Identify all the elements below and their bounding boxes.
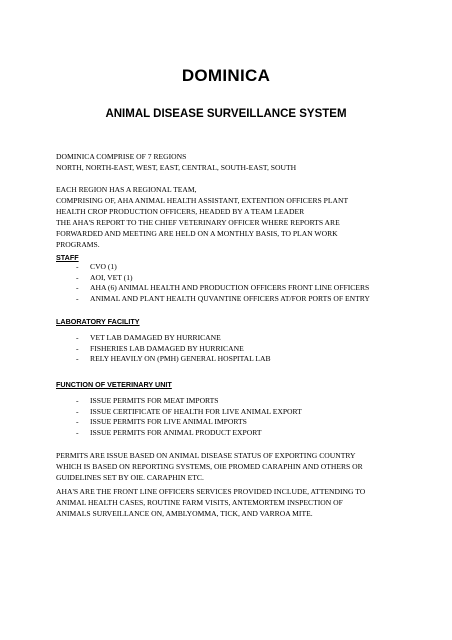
regional-team-paragraph <box>56 184 400 217</box>
staff-heading: STAFF <box>56 253 79 262</box>
intro-paragraph <box>56 151 400 173</box>
permits-line: GUIDELINES SET BY OIE. CARAPHIN ETC. <box>56 473 204 482</box>
list-item-text: AOI, VET (1) <box>90 272 133 282</box>
list-item <box>76 428 302 439</box>
regional-team-line: HEALTH CROP PRODUCTION OFFICERS, HEADED BY A TEAM LEADER <box>56 207 305 216</box>
regional-team-line: EACH REGION HAS A REGIONAL TEAM, <box>56 185 197 194</box>
list-item <box>76 262 370 273</box>
laboratory-heading: LABORATORY FACILITY <box>56 317 140 326</box>
reports-line: FORWARDED AND MEETING ARE HELD ON A MONTHLY BASIS, TO PLAN WORK <box>56 229 338 238</box>
list-dash: - <box>76 293 79 303</box>
list-dash: - <box>76 354 79 364</box>
list-dash: - <box>76 333 79 342</box>
list-item-text: CVO (1) <box>90 262 117 271</box>
list-item <box>76 283 370 294</box>
front-line-line: AHA'S ARE THE FRONT LINE OFFICERS SERVICES PROVIDED INCLUDE, ATTENDING TO <box>56 487 366 496</box>
permits-line: WHICH IS BASED ON REPORTING SYSTEMS, OIE PROMED CARAPHIN AND OTHERS OR <box>56 462 363 471</box>
list-dash: - <box>76 427 79 437</box>
list-dash: - <box>76 406 79 416</box>
reports-line: THE AHA'S REPORT TO THE CHIEF VETERINARY OFFICER WHERE REPORTS ARE <box>56 218 340 227</box>
list-item-text: ISSUE CERTIFICATE OF HEALTH FOR LIVE ANIMAL EXPORT <box>90 406 302 416</box>
list-item <box>76 344 271 355</box>
list-item <box>76 396 302 407</box>
intro-line: DOMINICA COMPRISE OF 7 REGIONS <box>56 152 187 161</box>
laboratory-list <box>76 333 271 365</box>
list-item-text: ISSUE PERMITS FOR MEAT IMPORTS <box>90 396 219 405</box>
list-dash: - <box>76 417 79 427</box>
list-item-text: ANIMAL AND PLANT HEALTH QUVANTINE OFFICERS AT/FOR PORTS OF ENTRY <box>90 293 370 303</box>
permits-paragraph <box>56 450 400 483</box>
list-item <box>76 273 370 284</box>
page-subtitle: ANIMAL DISEASE SURVEILLANCE SYSTEM <box>105 108 347 120</box>
front-line-paragraph <box>56 486 400 519</box>
list-item <box>76 417 302 428</box>
intro-line: NORTH, NORTH-EAST, WEST, EAST, CENTRAL, SOUTH-EAST, SOUTH <box>56 163 297 172</box>
veterinary-unit-heading: FUNCTION OF VETERINARY UNIT <box>56 380 172 389</box>
list-dash: - <box>76 283 79 293</box>
page-title: DOMINICA <box>181 66 271 85</box>
list-item-text: FISHERIES LAB DAMAGED BY HURRICANE <box>90 343 244 353</box>
front-line-line: ANIMALS SURVEILLANCE ON, AMBLYOMMA, TICK, AND VARROA MITE. <box>56 509 313 518</box>
permits-line: PERMITS ARE ISSUE BASED ON ANIMAL DISEASE STATUS OF EXPORTING COUNTRY <box>56 451 356 460</box>
list-dash: - <box>76 272 79 282</box>
reports-paragraph <box>56 217 400 250</box>
list-item-text: AHA (6) ANIMAL HEALTH AND PRODUCTION OFFICERS FRONT LINE OFFICERS <box>90 283 370 293</box>
regional-team-line: COMPRISING OF, AHA ANIMAL HEALTH ASSISTANT, EXTENTION OFFICERS PLANT <box>56 196 349 205</box>
veterinary-unit-list <box>76 396 302 438</box>
list-item-text: ISSUE PERMITS FOR LIVE ANIMAL IMPORTS <box>90 417 247 427</box>
staff-list <box>76 262 370 304</box>
list-item-text: RELY HEAVILY ON (PMH) GENERAL HOSPITAL LAB <box>90 354 271 364</box>
list-item <box>76 333 271 344</box>
list-item <box>76 294 370 305</box>
list-item <box>76 354 271 365</box>
list-item-text: ISSUE PERMITS FOR ANIMAL PRODUCT EXPORT <box>90 427 262 437</box>
list-dash: - <box>76 343 79 353</box>
list-item <box>76 407 302 418</box>
list-dash: - <box>76 262 79 271</box>
list-dash: - <box>76 396 79 405</box>
list-item-text: VET LAB DAMAGED BY HURRICANE <box>90 333 221 342</box>
front-line-line: ANIMAL HEALTH CASES, ROUTINE FARM VISITS, ANTEMORTEM INSPECTION OF <box>56 498 343 507</box>
reports-line: PROGRAMS. <box>56 240 100 249</box>
